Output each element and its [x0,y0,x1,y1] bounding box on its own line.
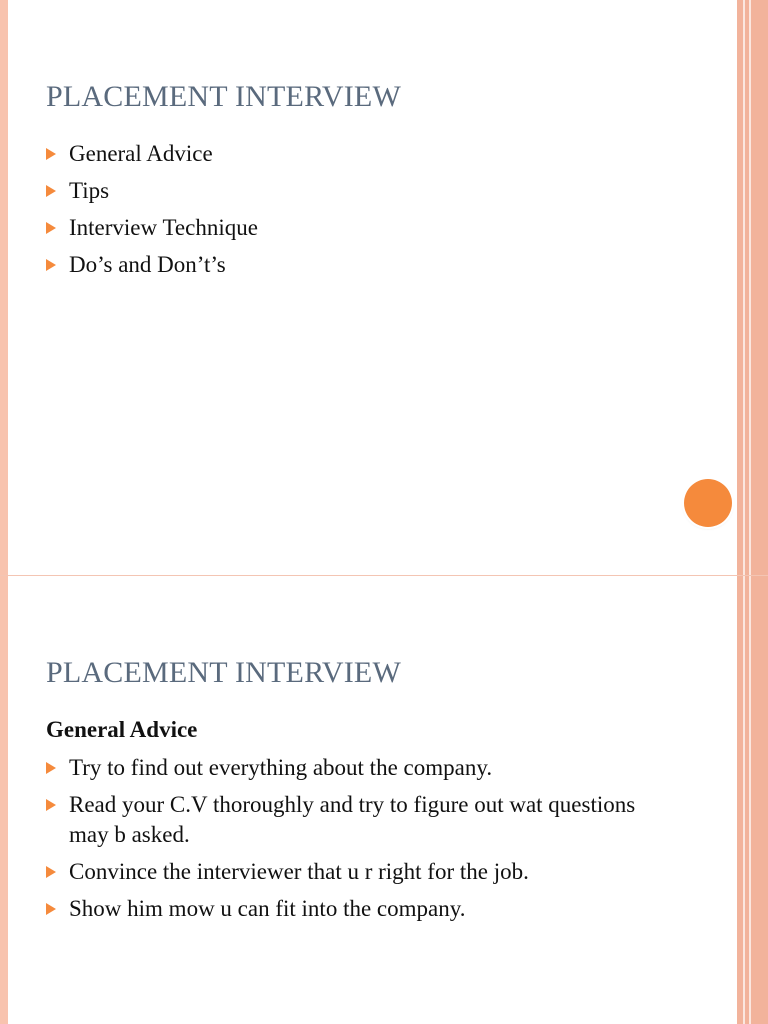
right-border-band [737,0,768,576]
bullet-item [46,139,666,169]
bullet-text: Interview Technique [69,215,258,240]
arrow-bullet-icon [46,866,56,878]
bullet-item [46,753,666,783]
bullet-text: Read your C.V thoroughly and try to figure out wat questions may b asked. [69,792,636,847]
right-border-line [749,0,751,576]
bullet-list [46,139,666,287]
slide-2 [0,576,768,1024]
bullet-text: General Advice [69,141,213,166]
slide-title: PLACEMENT INTERVIEW [46,656,401,689]
bullet-list [46,753,666,931]
section-subheading: General Advice [46,717,198,742]
arrow-bullet-icon [46,799,56,811]
arrow-bullet-icon [46,185,56,197]
bullet-item [46,176,666,206]
bullet-text: Do’s and Don’t’s [69,252,226,277]
left-border-stripe [0,0,8,576]
bullet-text: Tips [69,178,110,203]
bullet-item [46,894,666,924]
bullet-item [46,213,666,243]
right-border-line [743,576,745,1024]
arrow-bullet-icon [46,762,56,774]
arrow-bullet-icon [46,148,56,160]
bullet-text: Try to find out everything about the company. [69,755,493,780]
bullet-item [46,250,666,280]
right-border-line [743,0,745,576]
slide-title: PLACEMENT INTERVIEW [46,80,401,113]
right-border-line [749,576,751,1024]
bullet-item [46,790,666,850]
orange-circle-decoration [684,479,732,527]
arrow-bullet-icon [46,259,56,271]
bullet-text: Show him mow u can fit into the company. [69,896,466,921]
bullet-text: Convince the interviewer that u r right for the job. [69,859,529,884]
bullet-item [46,857,666,887]
left-border-stripe [0,576,8,1024]
arrow-bullet-icon [46,903,56,915]
right-border-band [737,576,768,1024]
arrow-bullet-icon [46,222,56,234]
